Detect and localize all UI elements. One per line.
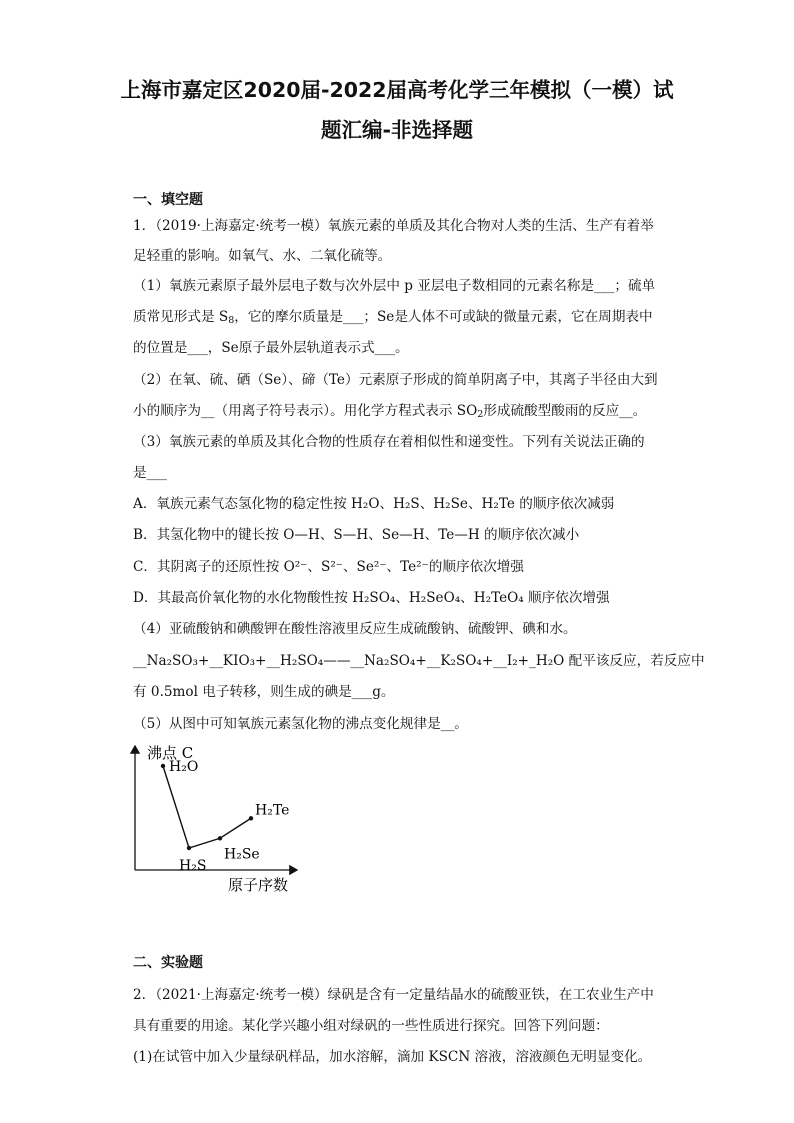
data-point [218,836,222,840]
option-d: D．其最高价氧化物的水化物酸性按 H₂SO₄、H₂SeO₄、H₂TeO₄ 顺序依次增强 [133,590,610,606]
q1-part2-line-2 [133,399,646,419]
q2-part1-line-1: (1)在试管中加入少量绿矾样品，加水溶解，滴加 KSCN 溶液，溶液颜色无明显变化。 [133,1049,652,1065]
q1-part5-line-1: （5）从图中可知氧族元素氢化物的沸点变化规律是__。 [133,716,468,732]
data-label: H₂Se [224,846,260,863]
data-label: H₂O [169,759,199,775]
series-line-group [161,759,290,874]
section-heading-experiment: 二、实验题 [133,955,203,971]
q1-part1-line-1: （1）氧族元素原子最外层电子数与次外层中 p 亚层电子数相同的元素名称是___；硫单 [133,278,656,294]
q1-part3-line-1: （3）氧族元素的单质及其化合物的性质存在着相似性和递变性。下列有关说法正确的 [133,434,645,450]
q1-stem-line-1: 1．（2019·上海嘉定·统考一模）氧族元素的单质及其化合物对人类的生活、生产有着举 [133,218,654,234]
option-a: A．氧族元素气态氢化物的稳定性按 H₂O、H₂S、H₂Se、H₂Te 的顺序依次减弱 [133,496,615,512]
series-line [163,766,251,848]
x-axis-label: 原子序数 [228,876,289,894]
subscript: 8 [228,315,235,326]
q1-stem-line-2: 足轻重的影响。如氧气、水、二氧化硫等。 [133,248,392,264]
data-point [249,816,253,820]
q1-part2-line-1: （2）在氧、硫、硒（Se）、碲（Te）元素原子形成的简单阴离子中，其离子半径由大到 [133,372,658,388]
q1-part1-line-2 [133,305,653,325]
q1-part4-line-2: __Na₂SO₃+__KIO₃+__H₂SO₄——__Na₂SO₄+__K₂SO₄+__I₂+_H₂O 配平该反应，若反应中 [133,653,705,669]
q2-stem-line-2: 具有重要的用途。某化学兴趣小组对绿矾的一些性质进行探究。回答下列问题： [133,1018,609,1034]
q1-part3-line-2: 是___ [133,465,167,481]
subscript: 2 [477,409,484,420]
text-fragment: 小的顺序为__（用离子符号表示）。用化学方程式表示 SO [133,403,478,419]
q2-stem-line-1: 2．（2021·上海嘉定·统考一模）绿矾是含有一定量结晶水的硫酸亚铁，在工农业生产中 [133,987,654,1003]
q1-part4-line-3: 有 0.5mol 电子转移，则生成的碘是___g。 [133,684,395,700]
data-label: H₂S [179,858,207,874]
data-label: H₂Te [255,802,290,819]
q1-part4-line-1: （4）亚硫酸钠和碘酸钾在酸性溶液里反应生成硫酸钠、硫酸钾、碘和水。 [133,621,577,637]
section-heading-fill-blank: 一、填空题 [133,192,203,208]
y-axis-label: 沸点 C [147,744,194,762]
text-fragment: 质常见形式是 S [133,309,229,325]
boiling-point-chart [125,740,305,900]
data-point [187,846,191,850]
option-c: C．其阴离子的还原性按 O²⁻、S²⁻、Se²⁻、Te²⁻的顺序依次增强 [133,559,524,575]
option-b: B．其氢化物中的键长按 O—H、S—H、Se—H、Te—H 的顺序依次减小 [133,527,580,543]
q1-part1-line-3: 的位置是___，Se原子最外层轨道表示式___。 [133,340,409,356]
data-point [161,764,165,768]
text-fragment: ，它的摩尔质量是___；Se是人体不可或缺的微量元素，它在周期表中 [234,309,653,325]
document-title-line-2: 题汇编-非选择题 [320,118,473,142]
text-fragment: 形成硫酸型酸雨的反应__。 [483,403,647,419]
document-title-line-1: 上海市嘉定区2020届-2022届高考化学三年模拟（一模）试 [120,78,674,102]
